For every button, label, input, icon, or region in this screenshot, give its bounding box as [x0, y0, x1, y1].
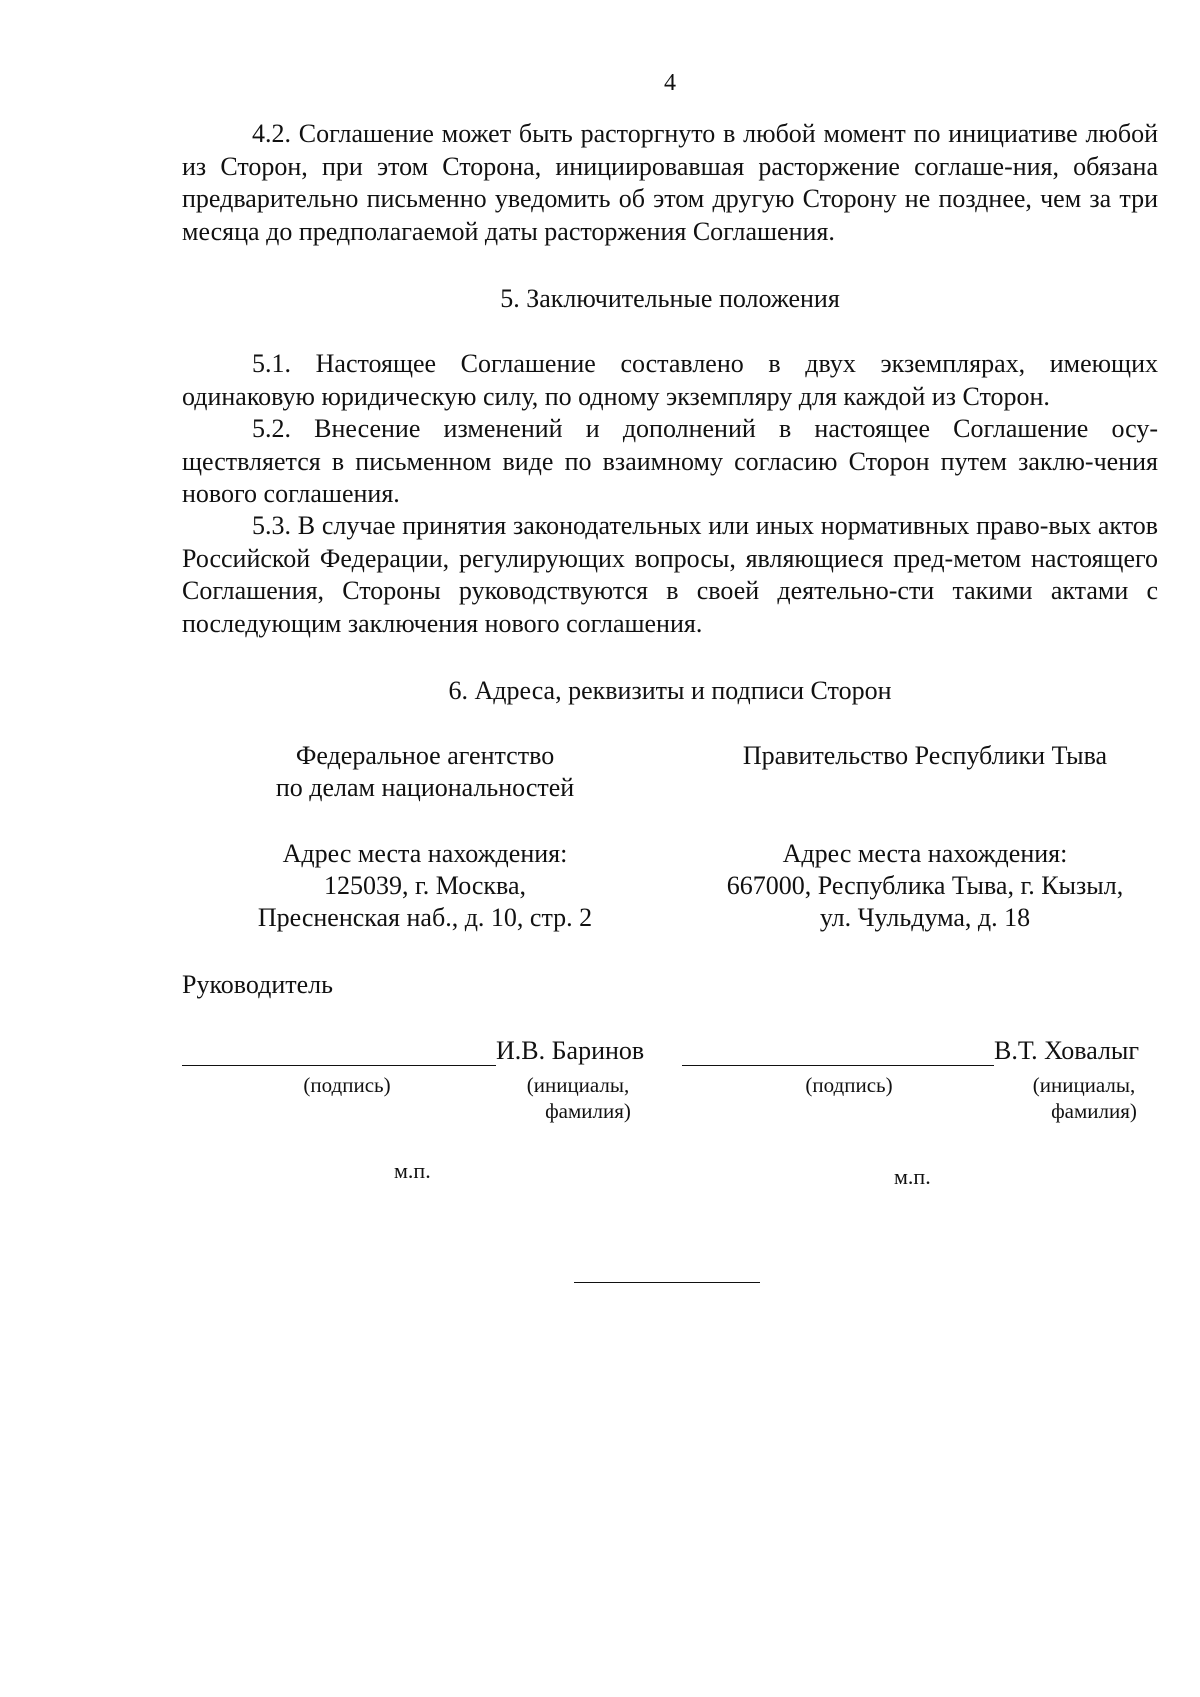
paragraph-5-2: 5.2. Внесение изменений и дополнений в настоящее Соглашение осу-ществляется в письменном виде по взаимному согласию Сторон путем заклю-чения нового соглашения.	[182, 414, 1158, 508]
left-address-line1: 125039, г. Москва,	[324, 871, 526, 900]
left-party-name-line2: по делам национальностей	[275, 773, 575, 802]
right-address-block	[690, 838, 1160, 934]
left-address-block	[210, 838, 640, 934]
section-5-heading: 5. Заключительные положения	[500, 284, 840, 313]
left-signature-caption: (подпись)	[303, 1073, 391, 1097]
left-initials-caption	[508, 1072, 648, 1124]
left-initials-caption-line1: (инициалы,	[526, 1073, 630, 1097]
page-number: 4	[664, 70, 676, 96]
left-party-name-line1: Федеральное агентство	[295, 741, 555, 770]
right-signature-caption: (подпись)	[805, 1073, 893, 1097]
paragraph-5-3: 5.3. В случае принятия законодательных или иных нормативных право-вых актов Российской Федерации, регулирующих вопросы, являющиеся пред-метом настоящего Соглашения, Стороны руководствуются в своей деятельно-сти такими актами с последующим заключения нового соглашения.	[182, 511, 1158, 638]
section-6-heading: 6. Адреса, реквизиты и подписи Сторон	[448, 676, 892, 705]
right-initials-caption-line1: (инициалы,	[1032, 1073, 1136, 1097]
left-signatory-name: И.В. Баринов	[496, 1036, 645, 1065]
head-label: Руководитель	[182, 970, 333, 999]
left-seal-mark: м.п.	[394, 1158, 431, 1183]
paragraph-4-2: 4.2. Соглашение может быть расторгнуто в любой момент по инициативе любой из Сторон, при этом Сторона, инициировавшая расторжение соглаше-ния, обязана предварительно письменно уведомить об этом другую Сторону не позднее, чем за три месяца до предполагаемой даты расторжения Соглашения.	[182, 119, 1158, 246]
right-address-line1: 667000, Республика Тыва, г. Кызыл,	[726, 871, 1124, 900]
end-divider-line	[574, 1282, 760, 1283]
left-address-line2: Пресненская наб., д. 10, стр. 2	[257, 903, 593, 932]
left-address-label: Адрес места нахождения:	[282, 839, 568, 868]
right-signature-line	[682, 1065, 994, 1066]
left-signature-line	[182, 1065, 496, 1066]
right-address-label: Адрес места нахождения:	[782, 839, 1068, 868]
left-initials-caption-line2: фамилия)	[545, 1099, 631, 1123]
paragraph-5-1: 5.1. Настоящее Соглашение составлено в двух экземплярах, имеющих одинаковую юридическую силу, по одному экземпляру для каждой из Сторон.	[182, 349, 1158, 411]
right-address-line2: ул. Чульдума, д. 18	[819, 903, 1031, 932]
left-party-block	[210, 740, 640, 804]
right-party-name-line1: Правительство Республики Тыва	[742, 741, 1108, 770]
right-initials-caption	[1014, 1072, 1154, 1124]
right-party-block	[690, 740, 1160, 772]
right-seal-mark: м.п.	[894, 1164, 931, 1189]
right-signatory-name: В.Т. Ховалыг	[994, 1036, 1140, 1065]
right-initials-caption-line2: фамилия)	[1051, 1099, 1137, 1123]
